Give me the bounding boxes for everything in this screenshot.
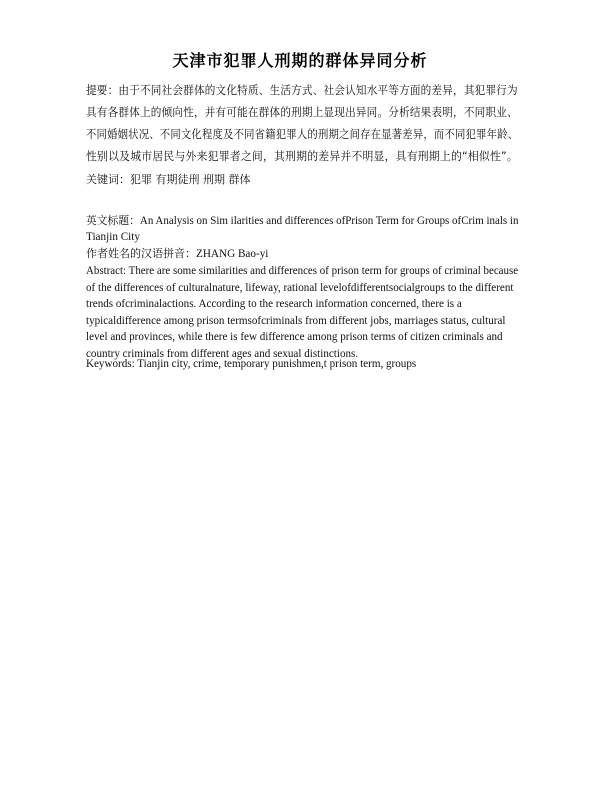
chinese-keywords-label: 关键词： — [86, 173, 130, 186]
english-title-line-2: Tianjin City — [86, 231, 140, 243]
english-keywords: Keywords: Tianjin city, crime, temporary punishmen,t prison term, groups — [86, 358, 417, 370]
english-abstract-line-1: Abstract: There are some similarities and differences of prison term for groups of criminal because — [86, 265, 519, 277]
chinese-abstract-line-1 — [86, 80, 518, 102]
english-title-label: 英文标题： — [86, 214, 140, 227]
english-abstract-line-4: typicaldifference among prison termsofcriminals from different jobs, marriages status, cultural — [86, 314, 506, 327]
english-abstract-line-6: country criminals from different ages and sexual distinctions. — [86, 347, 359, 360]
english-abstract-line-2: of the differences of culturalnature, lifeway, rational levelofdifferentsocialgroups to the different — [86, 281, 514, 294]
chinese-abstract-line-2: 具有各群体上的倾向性，并有可能在群体的刑期上显现出异同。分析结果表明，不同职业、 — [86, 106, 518, 119]
paper-title: 天津市犯罪人刑期的群体异同分析 — [172, 51, 428, 70]
english-abstract-line-5: level and provinces, while there is few difference among prison terms of citizen criminals and — [86, 331, 503, 344]
author-pinyin-value: ZHANG Bao-yi — [196, 248, 269, 260]
chinese-abstract-line-4: 性别以及城市居民与外来犯罪者之间，其刑期的差异并不明显，具有刑期上的“相似性”。 — [86, 150, 518, 163]
chinese-abstract-line-3: 不同婚姻状况、不同文化程度及不同省籍犯罪人的刑期之间存在显著差异，而不同犯罪年龄、 — [86, 128, 519, 141]
english-abstract-line-3: trends ofcriminalactions. According to the research information concerned, there is a — [86, 298, 462, 311]
author-pinyin — [86, 246, 516, 262]
english-abstract — [86, 263, 519, 363]
author-pinyin-label: 作者姓名的汉语拼音： — [86, 247, 196, 260]
chinese-abstract — [86, 80, 519, 168]
chinese-abstract-text-1: 由于不同社会群体的文化特质、生活方式、社会认知水平等方面的差异，其犯罪行为 — [118, 84, 518, 97]
english-title-block — [86, 213, 519, 245]
english-title-text-1: An Analysis on Sim ilarities and differences ofPrison Term for Groups ofCrim inals in — [139, 215, 519, 227]
english-title-line-1 — [86, 213, 519, 229]
chinese-keywords-value: 犯罪 有期徒刑 刑期 群体 — [130, 173, 251, 186]
chinese-abstract-label: 提要： — [86, 84, 119, 97]
chinese-keywords — [86, 172, 516, 188]
